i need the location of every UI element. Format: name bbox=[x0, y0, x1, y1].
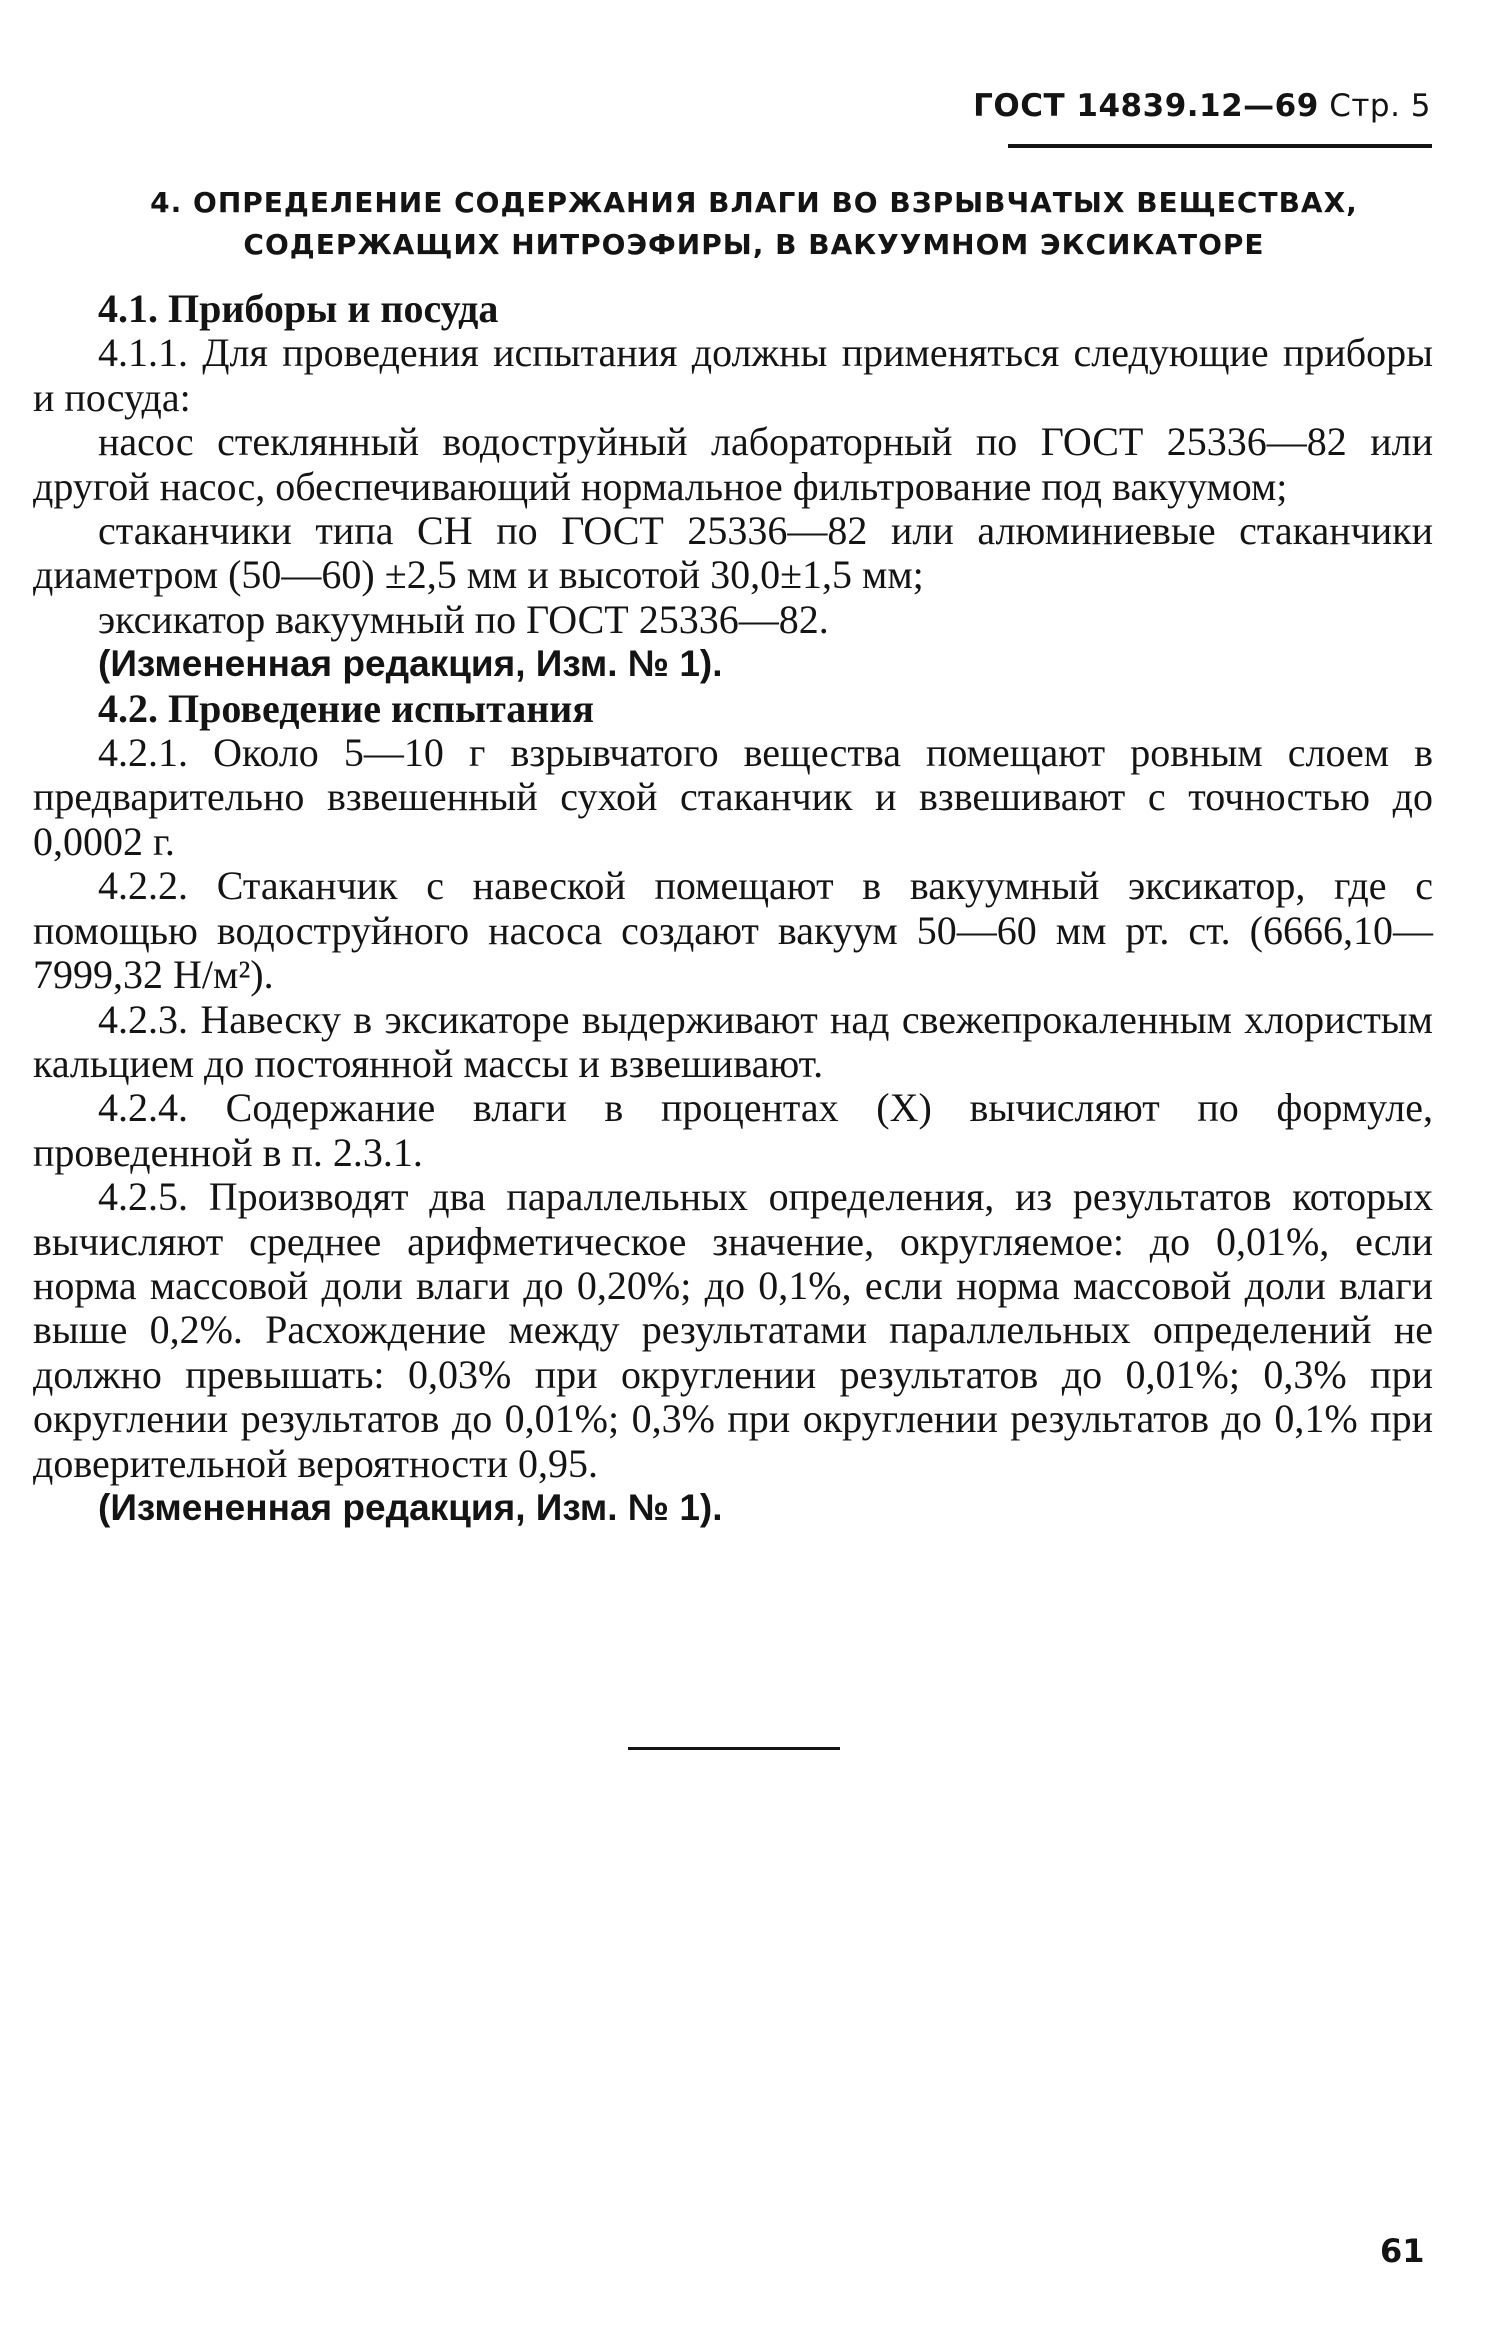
page-number: 61 bbox=[1380, 2232, 1425, 2270]
paragraph-4-2-5: 4.2.5. Производят два параллельных определения, из результатов которых вычисляют среднее арифметическое значение, округляемое: до 0,01%, если норма массовой доли влаги до 0,20%; до 0,1%, если норма массовой доли влаги выше 0,2%. Расхождение между результатами параллельных определений не должно превышать: 0,03% при округлении результатов до 0,01%; 0,3% при округлении результатов до 0,01%; 0,3% при округлении результатов до 0,1% при доверительной вероятности 0,95. bbox=[33, 1174, 1433, 1486]
page-header bbox=[973, 88, 1431, 124]
list-item-cups: стаканчики типа СН по ГОСТ 25336—82 или алюминиевые стаканчики диаметром (50—60) ±2,5 мм и высотой 30,0±1,5 мм; bbox=[33, 508, 1433, 598]
page-label: Стр. 5 bbox=[1329, 88, 1431, 124]
body-text bbox=[33, 287, 1433, 1530]
standard-number: ГОСТ 14839.12—69 bbox=[973, 88, 1319, 124]
section-title-line-1: 4. ОПРЕДЕЛЕНИЕ СОДЕРЖАНИЯ ВЛАГИ ВО ВЗРЫВЧАТЫХ ВЕЩЕСТВАХ, bbox=[150, 186, 1358, 219]
list-item-pump: насос стеклянный водоструйный лабораторный по ГОСТ 25336—82 или другой насос, обеспечивающий нормальное фильтрование под вакуумом; bbox=[33, 419, 1433, 509]
paragraph-4-2-1: 4.2.1. Около 5—10 г взрывчатого вещества помещают ровным слоем в предварительно взвешенный сухой стаканчик и взвешивают с точностью до 0,0002 г. bbox=[33, 730, 1433, 864]
subsection-heading-4-2: 4.2. Проведение испытания bbox=[98, 685, 594, 731]
section-title bbox=[80, 182, 1428, 266]
amendment-note-2: (Измененная редакция, Изм. № 1). bbox=[98, 1486, 723, 1528]
amendment-note-1: (Измененная редакция, Изм. № 1). bbox=[98, 643, 723, 685]
paragraph-4-2-2: 4.2.2. Стаканчик с навеской помещают в вакуумный эксикатор, где с помощью водоструйного насоса создают вакуум 50—60 мм рт. ст. (6666,10—7999,32 Н/м²). bbox=[33, 863, 1433, 998]
paragraph-4-1-1: 4.1.1. Для проведения испытания должны применяться следующие приборы и посуда: bbox=[33, 330, 1433, 420]
end-rule bbox=[628, 1747, 840, 1750]
subsection-heading-4-1: 4.1. Приборы и посуда bbox=[98, 286, 499, 331]
paragraph-4-2-3: 4.2.3. Навеску в эксикаторе выдерживают над свежепрокаленным хлористым кальцием до постоянной массы и взвешивают. bbox=[33, 996, 1433, 1086]
section-title-line-2: СОДЕРЖАЩИХ НИТРОЭФИРЫ, В ВАКУУМНОМ ЭКСИКАТОРЕ bbox=[243, 228, 1265, 261]
header-rule bbox=[1008, 144, 1432, 148]
list-item-desiccator: эксикатор вакуумный по ГОСТ 25336—82. bbox=[98, 596, 829, 642]
paragraph-4-2-4: 4.2.4. Содержание влаги в процентах (X) вычисляют по формуле, проведенной в п. 2.3.1. bbox=[33, 1085, 1433, 1175]
